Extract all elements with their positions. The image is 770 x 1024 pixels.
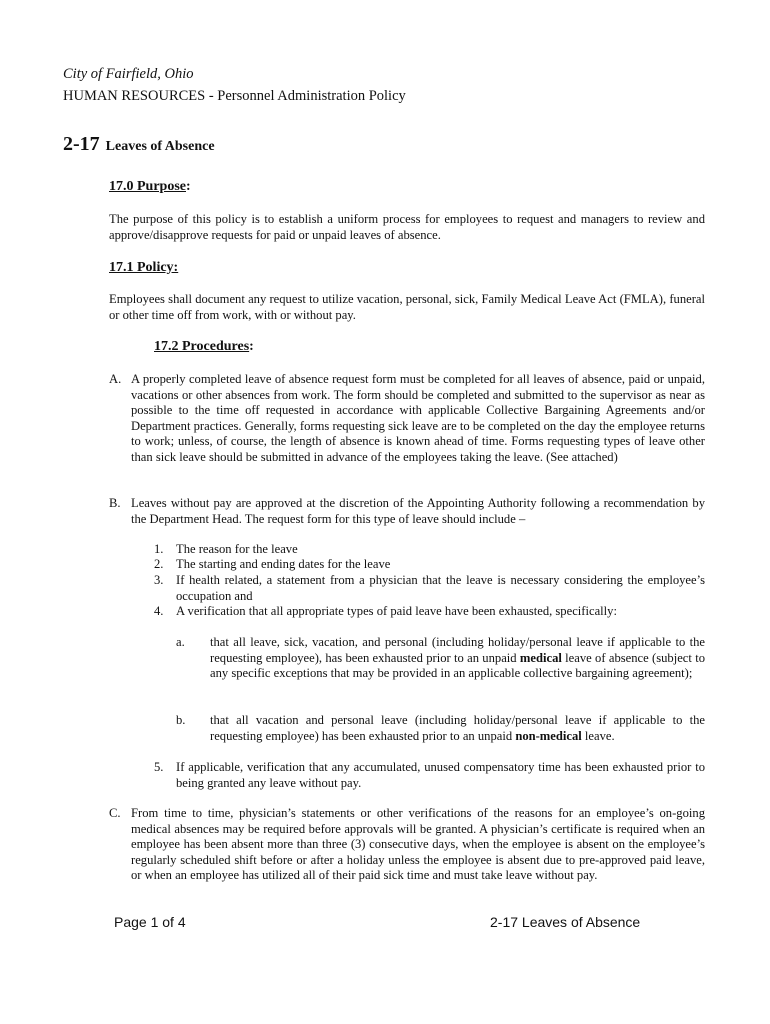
- list-item-text: If applicable, verification that any accumulated, unused compensatory time has been exhausted prior to being granted any leave without pay.: [176, 760, 705, 790]
- list-item: [154, 557, 705, 572]
- footer-page-number: Page 1 of 4: [114, 914, 186, 930]
- emphasis-medical: medical: [519, 650, 562, 665]
- policy-text: Employees shall document any request to utilize vacation, personal, sick, Family Medical Leave Act (FMLA), funeral or other time off from work, with or without pay.: [109, 292, 705, 322]
- procedures-heading: [154, 339, 254, 355]
- purpose-text: The purpose of this policy is to establish a uniform process for employees to request and managers to review and approve/disapprove requests for paid or unpaid leaves of absence.: [109, 212, 705, 242]
- list-item-label: 4.: [154, 604, 164, 618]
- section-number: 2-17: [63, 133, 100, 155]
- list-item-text: A verification that all appropriate types of paid leave have been exhausted, specifically:: [176, 604, 617, 618]
- emphasis-non-medical: non-medical: [515, 728, 582, 743]
- procedure-b-text: Leaves without pay are approved at the discretion of the Appointing Authority following a recommendation by the Department Head. The request form for this type of leave should include –: [131, 496, 705, 526]
- procedure-c-label: C.: [109, 806, 121, 820]
- procedure-b-label: B.: [109, 496, 121, 510]
- list-item-text: If health related, a statement from a physician that the leave is necessary considering the employee’s occupation and: [176, 573, 705, 603]
- sub-item-a-text: that all leave, sick, vacation, and personal (including holiday/personal leave if applicable to the requesting employee), has been exhausted prior to an unpaid medical leave of absence (subject to any specific exceptions that may be provided in an applicable collective bargaining agreement);: [210, 635, 705, 680]
- section-title: [63, 133, 215, 156]
- department-header: HUMAN RESOURCES - Personnel Administration Policy: [63, 88, 406, 104]
- sub-item-a-label: a.: [176, 635, 185, 649]
- procedures-heading-colon: :: [249, 339, 254, 354]
- procedure-a-text: A properly completed leave of absence request form must be completed for all leaves of absence, paid or unpaid, vacations or other absences from work. The form should be completed and submitted to the supervisor as near as possible to the time off requested in accordance with applicable Collective Bargaining Agreements and/or Department practices. Generally, forms requesting sick leave are to be completed on the day the employee returns to work; unless, of course, the length of absence is known ahead of time. Forms requesting types of leave other than sick leave should be submitted in advance of the employees taking the leave. (See attached): [131, 372, 705, 464]
- list-item-label: 5.: [154, 760, 164, 774]
- footer-section: 2-17 Leaves of Absence: [490, 914, 641, 930]
- purpose-heading-colon: :: [186, 179, 191, 194]
- list-item-label: 3.: [154, 573, 164, 587]
- list-item-label: 2.: [154, 557, 164, 571]
- procedures-heading-text: 17.2 Procedures: [154, 339, 250, 354]
- list-item-text: The starting and ending dates for the leave: [176, 557, 391, 571]
- list-item-text: The reason for the leave: [176, 542, 298, 556]
- procedure-c-text: From time to time, physician’s statements or other verifications of the reasons for an employee’s on-going medical absences may be required before approvals will be granted. A physician’s certificate is required when an employee has been absent more than three (3) consecutive days, when the employee is absent on the employee’s regularly scheduled shift before or after a holiday unless the employee is absent due to pre-approved paid leave, or when an employee has utilized all of their paid sick time and must take leave without pay.: [131, 806, 705, 882]
- list-item: [154, 542, 705, 557]
- section-name: Leaves of Absence: [105, 139, 215, 154]
- policy-heading: 17.1 Policy:: [109, 260, 179, 275]
- city-header: City of Fairfield, Ohio: [63, 66, 194, 82]
- purpose-heading: [109, 179, 191, 195]
- sub-item-b-text: that all vacation and personal leave (including holiday/personal leave if applicable to the requesting employee) has been exhausted prior to an unpaid non-medical leave.: [210, 713, 705, 743]
- procedure-a-label: A.: [109, 372, 122, 386]
- list-item-label: 1.: [154, 542, 164, 556]
- sub-item-b-label: b.: [176, 713, 186, 727]
- purpose-heading-text: 17.0 Purpose: [109, 179, 186, 194]
